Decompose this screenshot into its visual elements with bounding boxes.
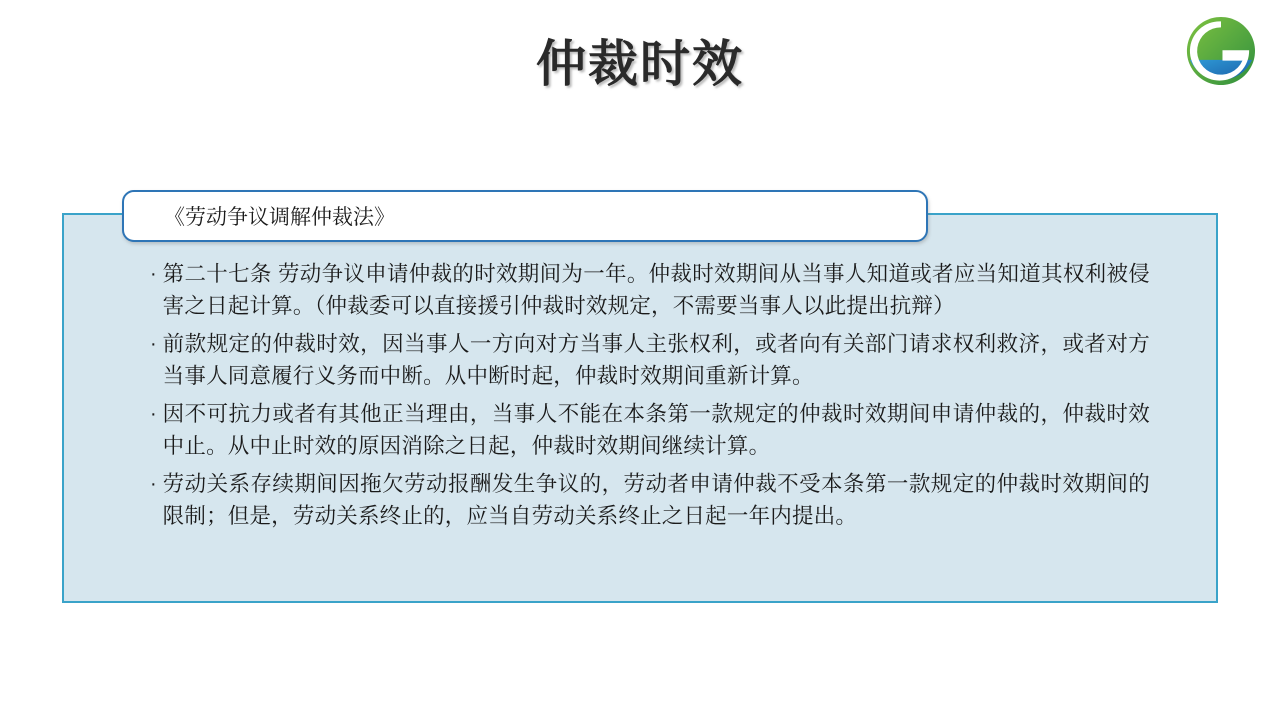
bullet-marker: ·: [150, 333, 157, 355]
bullet-marker: ·: [150, 403, 157, 425]
list-item-text: 因不可抗力或者有其他正当理由，当事人不能在本条第一款规定的仲裁时效期间申请仲裁的，仲裁时效中止。从中止时效的原因消除之日起，仲裁时效期间继续计算。: [162, 402, 1150, 458]
bullet-marker: ·: [150, 263, 157, 285]
list-item-text: 劳动关系存续期间因拖欠劳动报酬发生争议的，劳动者申请仲裁不受本条第一款规定的仲裁时效期间的限制；但是，劳动关系终止的，应当自劳动关系终止之日起一年内提出。: [162, 472, 1150, 528]
law-title-label: 《劳动争议调解仲裁法》: [164, 206, 395, 229]
list-item-text: 前款规定的仲裁时效，因当事人一方向对方当事人主张权利，或者向有关部门请求权利救济，或者对方当事人同意履行义务而中断。从中断时起，仲裁时效期间重新计算。: [162, 332, 1150, 388]
list-item: [150, 258, 1150, 322]
page-title: 仲裁时效: [536, 36, 744, 92]
list-item: [150, 468, 1150, 532]
bullet-list: [150, 258, 1150, 538]
law-title-pill: [122, 190, 928, 242]
list-item-text: 第二十七条 劳动争议申请仲裁的时效期间为一年。仲裁时效期间从当事人知道或者应当知道其权利被侵害之日起计算。（仲裁委可以直接援引仲裁时效规定，不需要当事人以此提出抗辩）: [162, 262, 1150, 318]
list-item: [150, 328, 1150, 392]
bullet-marker: ·: [150, 473, 157, 495]
company-logo-icon: [1184, 14, 1258, 88]
list-item: [150, 398, 1150, 462]
